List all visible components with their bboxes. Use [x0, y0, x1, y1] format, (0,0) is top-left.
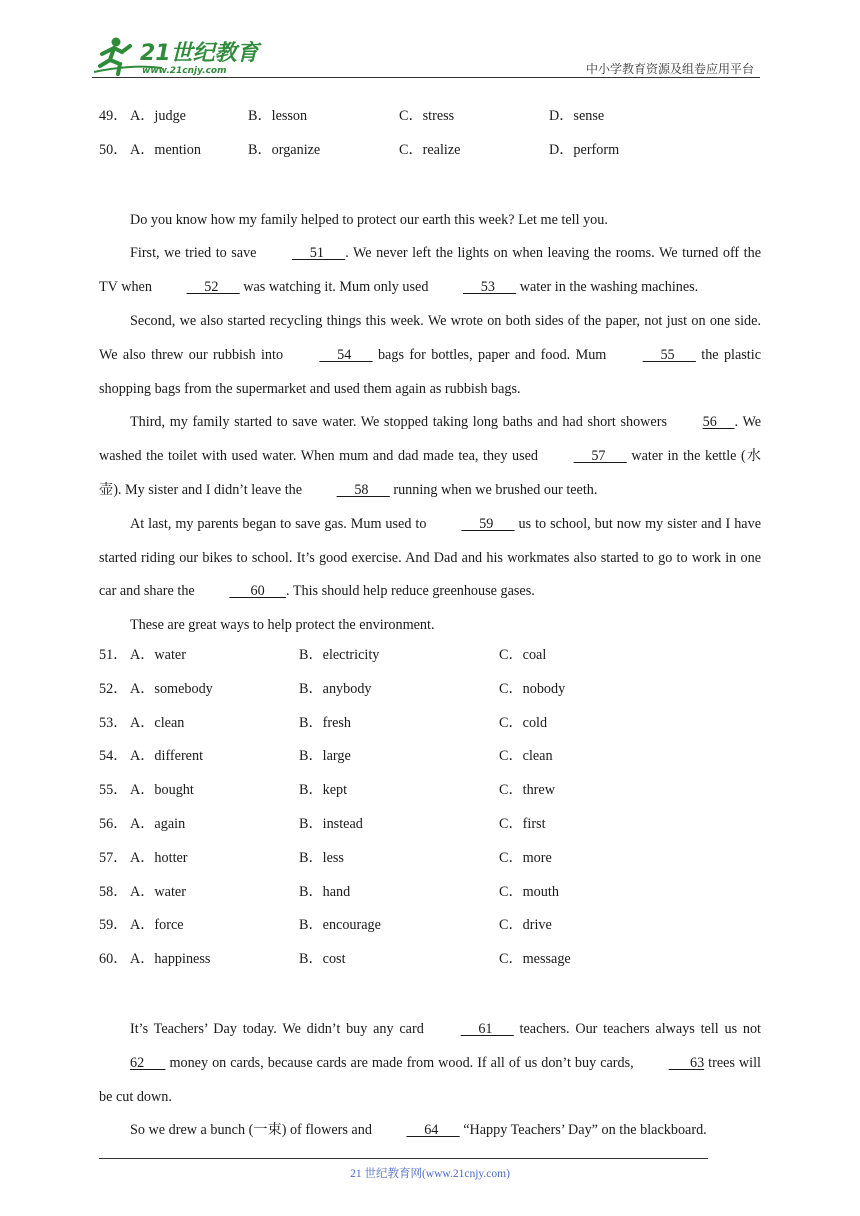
option-a: A．different — [130, 748, 204, 765]
option-a: A．clean — [130, 714, 185, 731]
question-list-mid — [99, 643, 761, 981]
option-b: B．hand — [299, 883, 351, 900]
option-c: C．mouth — [499, 883, 559, 900]
option-b: B．lesson — [248, 108, 308, 124]
option-c: C．drive — [499, 917, 552, 934]
blank-59[interactable]: 59 — [461, 515, 515, 532]
question-number: 59． — [99, 917, 128, 934]
paragraph: Do you know how my family helped to protect our earth this week? Let me tell you. — [130, 211, 608, 228]
question-number: 60． — [99, 951, 128, 968]
option-c: C．message — [499, 951, 571, 968]
question-number: 53． — [99, 714, 128, 731]
paragraph: It’s Teachers’ Day today. We didn’t buy any card 61 teachers. Our teachers always tell us not 62 money on cards, because cards are made from wood. If all of us don’t buy cards, 63 trees will be cut down. — [99, 1013, 761, 1114]
option-c: C．clean — [499, 748, 553, 765]
paragraph: These are great ways to help protect the environment. — [130, 617, 435, 634]
option-b: B．less — [299, 849, 344, 866]
option-b: B．cost — [299, 951, 346, 968]
paragraph: First, we tried to save 51 . We never left the lights on when leaving the rooms. We turned off the TV when 52 was watching it. Mum only used 53 water in the washing machines. — [99, 237, 761, 305]
header-divider — [92, 77, 760, 78]
blank-61[interactable]: 61 — [460, 1020, 514, 1037]
question-row — [99, 643, 761, 677]
blank-52[interactable]: 52 — [186, 279, 240, 296]
question-number: 52． — [99, 680, 128, 697]
option-b: B．anybody — [299, 680, 372, 697]
option-a: A．force — [130, 917, 184, 934]
option-b: B．large — [299, 748, 351, 765]
question-row — [99, 138, 761, 172]
option-a: A．water — [130, 646, 186, 663]
blank-64[interactable]: 64 — [406, 1122, 460, 1139]
footer-divider — [99, 1158, 708, 1159]
document-body — [99, 104, 761, 1148]
question-row — [99, 846, 761, 880]
paragraph: Second, we also started recycling things this week. We wrote on both sides of the paper, not just on one side. We also threw our rubbish into 54 bags for bottles, paper and food. Mum 55 the plastic shopping bags from the supermarket and used them again as rubbish bags. — [99, 312, 761, 397]
question-number: 54． — [99, 748, 128, 765]
option-c: C．cold — [499, 714, 548, 731]
option-c: C．coal — [499, 646, 547, 663]
option-a: A．judge — [130, 108, 186, 124]
question-number: 55． — [99, 782, 128, 799]
svg-text:21世纪教育: 21世纪教育 — [140, 41, 259, 66]
blank-63[interactable]: 63 — [668, 1054, 705, 1071]
paragraph: Third, my family started to save water. We stopped taking long baths and had short showers 56 . We washed the toilet with used water. When mum and dad made tea, they used 57 water in the kettle (水壶). My sister and I didn’t leave the 58 running when we brushed our teeth. — [99, 406, 761, 507]
option-b: B．instead — [299, 815, 363, 832]
option-a: A．bought — [130, 782, 194, 799]
option-c: C．threw — [499, 782, 555, 799]
option-a: A．happiness — [130, 951, 211, 968]
paragraph: So we drew a bunch (一束) of flowers and 64 “Happy Teachers’ Day” on the blackboard. — [99, 1114, 761, 1148]
option-c: C．nobody — [499, 680, 566, 697]
passage-2 — [99, 1013, 761, 1148]
question-number: 50． — [99, 141, 128, 158]
option-a: A．mention — [130, 141, 201, 158]
question-row — [99, 913, 761, 947]
question-number: 58． — [99, 883, 128, 900]
option-b: B．fresh — [299, 714, 352, 731]
page-header — [92, 28, 760, 78]
question-row — [99, 711, 761, 745]
blank-56[interactable]: 56 — [702, 414, 735, 431]
blank-54[interactable]: 54 — [319, 346, 373, 363]
blank-57[interactable]: 57 — [573, 448, 627, 465]
question-row — [99, 947, 761, 981]
svg-text:www.21cnjy.com: www.21cnjy.com — [142, 66, 227, 76]
option-b: B．encourage — [299, 917, 381, 934]
question-number: 49． — [99, 108, 128, 124]
question-list-top — [99, 104, 761, 172]
option-c: C．realize — [399, 141, 461, 158]
question-row — [99, 812, 761, 846]
paragraph: At last, my parents began to save gas. Mum used to 59 us to school, but now my sister and I have started riding our bikes to school. It’s good exercise. And Dad and his workmates also started to go to work in one car and share the 60 . This should help reduce greenhouse gases. — [99, 508, 761, 609]
blank-60[interactable]: 60 — [229, 583, 287, 600]
option-d: D．perform — [549, 141, 620, 158]
blank-55[interactable]: 55 — [642, 346, 696, 363]
option-a: A．water — [130, 883, 186, 900]
blank-51[interactable]: 51 — [292, 245, 346, 262]
blank-62[interactable]: 62 — [130, 1054, 166, 1071]
option-c: C．stress — [399, 108, 455, 124]
option-a: A．again — [130, 815, 186, 832]
question-number: 51． — [99, 646, 128, 663]
option-c: C．more — [499, 849, 552, 866]
option-a: A．somebody — [130, 680, 213, 697]
question-row — [99, 880, 761, 914]
option-d: D．sense — [549, 108, 605, 124]
option-b: B．kept — [299, 782, 348, 799]
question-number: 57． — [99, 849, 128, 866]
site-logo — [92, 34, 262, 76]
footer-link[interactable]: 21 世纪教育网(www.21cnjy.com) — [350, 1168, 510, 1180]
blank-58[interactable]: 58 — [336, 481, 390, 498]
option-a: A．hotter — [130, 849, 188, 866]
header-tagline: 中小学教育资源及组卷应用平台 — [585, 62, 754, 76]
option-c: C．first — [499, 815, 546, 832]
blank-53[interactable]: 53 — [463, 279, 517, 296]
question-row — [99, 104, 761, 138]
question-number: 56． — [99, 815, 128, 832]
option-b: B．electricity — [299, 646, 380, 663]
question-row — [99, 778, 761, 812]
question-row — [99, 744, 761, 778]
passage-1 — [99, 204, 761, 643]
question-row — [99, 677, 761, 711]
option-b: B．organize — [248, 141, 321, 158]
